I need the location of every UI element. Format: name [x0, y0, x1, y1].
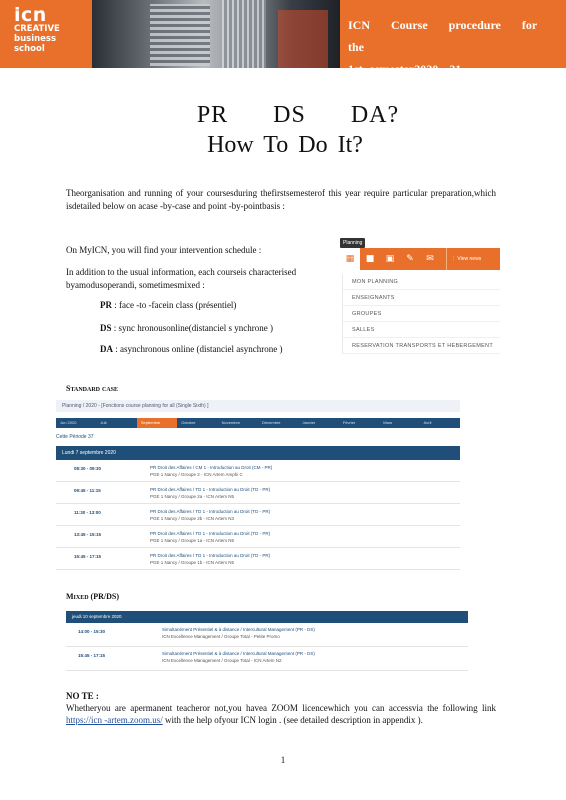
- header-banner: [0, 0, 566, 76]
- row-sub: PGE 1 Nancy / Groupe 1a - ICN Artem N5: [150, 538, 235, 543]
- month-tab-active[interactable]: Septembre: [137, 418, 177, 428]
- banner-title-line1: ICN Course procedure for the: [348, 18, 537, 54]
- month-tabs: [56, 418, 460, 428]
- documents-icon[interactable]: ▣: [385, 254, 395, 264]
- row-sub: PGE 1 Nancy / Groupe 1b - ICN Artem N5: [150, 560, 235, 565]
- period-label: Cette Période 37: [56, 434, 94, 440]
- schedule-row[interactable]: [56, 526, 460, 548]
- mode-ds: [100, 322, 273, 334]
- mixed-heading: Mixed (PR/DS): [66, 592, 119, 601]
- menu-dots-icon: ⋮: [451, 256, 458, 262]
- menu-item-mon-planning[interactable]: MON PLANNING: [343, 274, 500, 290]
- day-header: Lundi 7 septembre 2020: [56, 446, 460, 460]
- month-tab[interactable]: Janvier: [302, 420, 316, 425]
- mode-code: DS: [100, 323, 112, 333]
- month-tab[interactable]: Jun 2020: [60, 420, 77, 425]
- menu-item-enseignants[interactable]: ENSEIGNANTS: [343, 290, 500, 306]
- row-time: 11:30 - 13:00: [74, 510, 101, 515]
- view-news-button[interactable]: [446, 248, 481, 270]
- page-number: 1: [280, 755, 286, 765]
- row-title: PR Droit des Affaires / TD 1 - Introduction au Droit (TD - PR): [150, 531, 271, 536]
- month-tab[interactable]: Février: [342, 420, 356, 425]
- row-time: 14:00 - 15:30: [78, 629, 106, 634]
- note-paragraph: [66, 690, 496, 726]
- mode-da: [100, 343, 282, 355]
- mode-text: : asynchronous online (distanciel asynchrone ): [115, 344, 283, 354]
- note-label: NO TE :: [66, 691, 99, 701]
- mode-text: : sync hronousonline(distanciel s ynchrone ): [113, 323, 273, 333]
- note-text-after: with the help ofyour ICN login . (see detailed description in appendix ).: [164, 715, 423, 725]
- schedule-row[interactable]: [56, 482, 460, 504]
- planning-tooltip: Planning: [340, 238, 365, 248]
- row-sub: PGE 1 Nancy / Groupe 2a - ICN Artem N5: [150, 494, 235, 499]
- mode-code: DA: [100, 344, 113, 354]
- planning-dropdown: [342, 274, 500, 354]
- note-text: Whetheryou are apermanent teacheror not,you havea ZOOM licencewhich you can accessvia the following link: [66, 703, 496, 713]
- menu-item-reservation[interactable]: RESERVATION TRANSPORTS ET HEBERGEMENT: [343, 338, 500, 354]
- myicn-line: On MyICN, you will find your intervention schedule :: [66, 245, 262, 255]
- modus-paragraph: In addition to the usual information, each courseis characterised byamodusoperandi, sometimesmixed :: [66, 267, 297, 290]
- mail-icon[interactable]: ✉: [426, 254, 434, 264]
- schedule-row[interactable]: [56, 548, 460, 570]
- mode-text: : face -to -facein class (présentiel): [114, 300, 237, 310]
- month-tab[interactable]: Novembre: [221, 420, 241, 425]
- edit-icon[interactable]: ✎: [406, 254, 414, 264]
- mode-code: PR: [100, 300, 112, 310]
- month-tab[interactable]: Décembre: [262, 420, 281, 425]
- schedule-row[interactable]: [66, 623, 468, 647]
- banner-title: [340, 0, 566, 76]
- month-tab[interactable]: Mars: [383, 420, 393, 425]
- row-time: 15:45 - 17:15: [74, 554, 102, 559]
- zoom-link[interactable]: https://icn -artem.zoom.us/: [66, 715, 163, 725]
- intro-paragraph: Theorganisation and running of your coursesduring thefirstsemesterof this year require particular preparation,which isdetailed below on acase -by-case and point -by-pointbasis :: [66, 188, 496, 211]
- row-time: 09:45 - 11:15: [74, 488, 101, 493]
- logo-line-2: business: [14, 34, 57, 44]
- planning-menu-screenshot: [340, 238, 500, 370]
- icn-logo: [0, 0, 92, 68]
- title-line1: PR DS DA?: [196, 102, 400, 128]
- month-tab[interactable]: Juil.: [100, 420, 108, 425]
- book-icon[interactable]: ■: [365, 254, 375, 264]
- banner-title-line2: 1st semester2020 -21: [348, 62, 462, 76]
- standard-schedule-screenshot: [56, 400, 460, 570]
- row-title: Simultanément Présentiel & à distance / Intercultural Management (PR - DS): [162, 627, 315, 632]
- row-title: PR Droit des Affaires / CM 1 - Introduction au Droit (CM - PR): [150, 465, 273, 470]
- standard-case-heading: Standard case: [66, 384, 119, 393]
- menu-bar: [340, 248, 500, 270]
- menu-item-groupes[interactable]: GROUPES: [343, 306, 500, 322]
- logo-line-1: CREATIVE: [14, 24, 60, 34]
- row-time: 15:45 - 17:15: [78, 653, 106, 658]
- menu-item-salles[interactable]: SALLES: [343, 322, 500, 338]
- row-sub: ICN Excellence Management / Groupe Total - ICN Artem N2: [162, 658, 282, 663]
- calendar-icon[interactable]: ▦: [340, 248, 360, 270]
- note-body: [66, 702, 496, 726]
- row-sub: PGE 1 Nancy / Groupe 2b - ICN Artem N3: [150, 516, 235, 521]
- schedule-row[interactable]: [56, 504, 460, 526]
- schedule-row[interactable]: [66, 647, 468, 671]
- view-news-label: View news: [457, 256, 482, 262]
- month-tab[interactable]: Avril: [423, 420, 432, 425]
- row-sub: PGE 1 Nancy / Groupe 2 - ICN Artem Amphi C: [150, 472, 243, 477]
- row-time: 13:45 - 15:15: [74, 532, 102, 537]
- row-sub: ICN Excellence Management / Groupe Total - Petite Promo: [162, 634, 280, 639]
- row-title: PR Droit des Affaires / TD 1 - Introduction au Droit (TD - PR): [150, 487, 271, 492]
- logo-line-3: school: [14, 44, 45, 54]
- row-time: 08:30 - 09:30: [74, 466, 102, 471]
- month-tab[interactable]: Octobre: [181, 420, 196, 425]
- page-title: [0, 100, 566, 160]
- mode-pr: [100, 299, 236, 311]
- day-header: jeudi 10 septembre 2020: [66, 611, 468, 623]
- mixed-schedule-screenshot: [66, 611, 468, 671]
- building-photo: [0, 0, 340, 68]
- row-title: PR Droit des Affaires / TD 1 - Introduction au Droit (TD - PR): [150, 553, 271, 558]
- row-title: Simultanément Présentiel & à distance / Intercultural Management (PR - DS): [162, 651, 315, 656]
- schedule-row[interactable]: [56, 460, 460, 482]
- title-line2: How To Do It?: [207, 132, 363, 158]
- schedule-breadcrumb: Planning / 2020 - [Fonctions course planning for all (Single Sixth) ]: [56, 400, 460, 412]
- logo-main: icn: [14, 4, 47, 26]
- row-title: PR Droit des Affaires / TD 1 - Introduction au Droit (TD - PR): [150, 509, 271, 514]
